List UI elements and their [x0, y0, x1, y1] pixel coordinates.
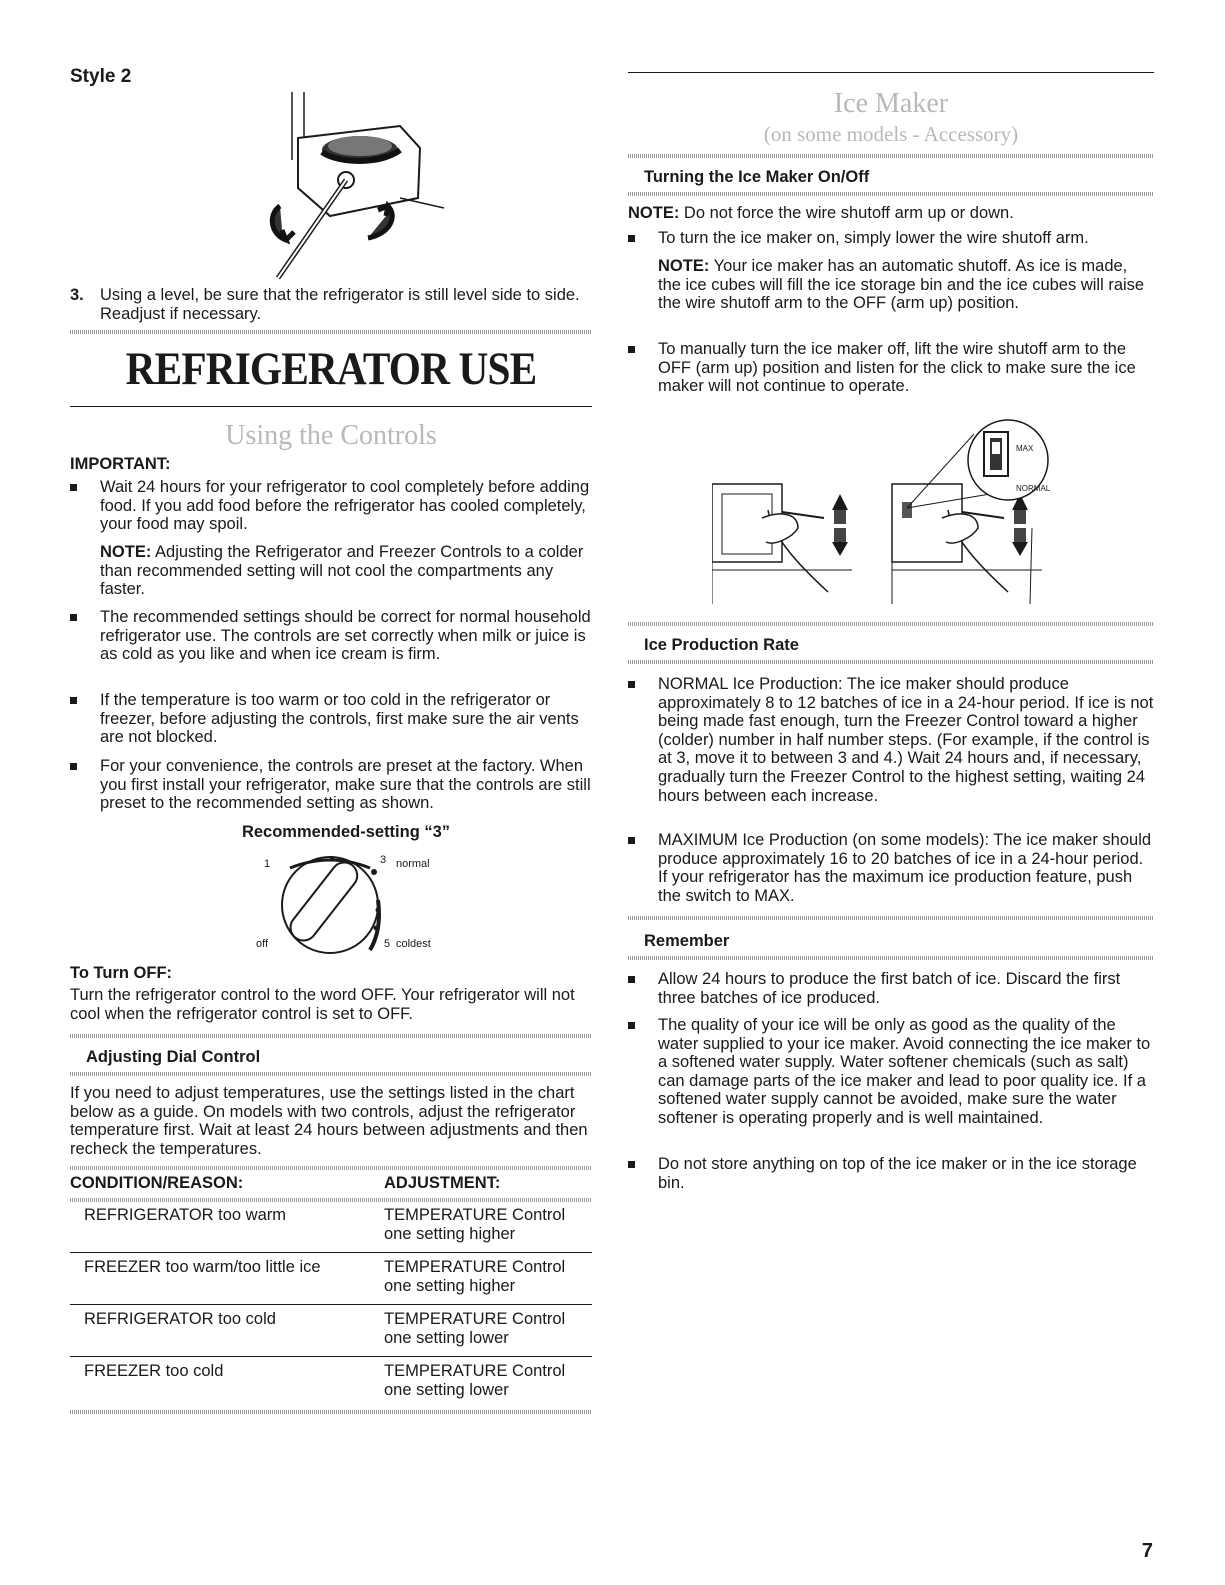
step-number: 3.	[70, 286, 84, 304]
bullet-square	[628, 1022, 635, 1029]
divider	[628, 660, 1154, 664]
note-text: Adjusting the Refrigerator and Freezer Controls to a colder than recommended setting will not cool the compartments any faster.	[100, 543, 584, 599]
table-cell-adjustment-detail: one setting higher	[384, 1277, 516, 1295]
divider	[70, 330, 592, 334]
list-item	[628, 1016, 1154, 1148]
list-item	[70, 478, 592, 538]
divider	[70, 406, 592, 407]
divider	[70, 1198, 592, 1202]
bullet-square	[628, 837, 635, 844]
table-row	[70, 1206, 592, 1252]
bullet-text: Do not store anything on top of the ice maker or in the ice storage bin.	[658, 1155, 1137, 1192]
bullet-text: To turn the ice maker on, simply lower the wire shutoff arm.	[658, 229, 1089, 247]
bullet-square	[70, 763, 77, 770]
note-label: NOTE:	[100, 543, 152, 561]
list-item	[70, 757, 592, 817]
bullet-square	[628, 235, 635, 242]
list-item	[628, 1155, 1154, 1195]
table-cell-condition: REFRIGERATOR too warm	[84, 1206, 287, 1224]
bullet-text: Allow 24 hours to produce the first batch of ice. Discard the first three batches of ice produced.	[658, 970, 1121, 1007]
divider	[70, 1304, 592, 1305]
note-label: NOTE:	[628, 204, 680, 222]
remember-heading: Remember	[644, 932, 730, 950]
list-item	[70, 608, 592, 684]
divider	[70, 1072, 592, 1076]
dial-label-1: 1	[264, 858, 271, 870]
bullet-square	[70, 614, 77, 621]
note-label: NOTE:	[658, 257, 710, 275]
table-cell-adjustment: TEMPERATURE Control	[384, 1206, 566, 1224]
onoff-heading: Turning the Ice Maker On/Off	[644, 168, 870, 186]
divider	[628, 956, 1154, 960]
dial-label-5: 5	[384, 938, 391, 950]
bullet-text: The quality of your ice will be only as good as the quality of the water supplied to your ice maker. Avoid connecting the ice maker to a softened water supply. Water softener chemicals (such as salt) can damage parts of the ice maker and lead to poor quality ice. If a softened water supply cannot be avoided, make sure the water softener is operating properly and is well maintained.	[658, 1016, 1151, 1127]
bullet-square	[628, 681, 635, 688]
bullet-text: To manually turn the ice maker off, lift the wire shutoff arm to the OFF (arm up) position and listen for the click to make sure the ice maker will not continue to operate.	[658, 340, 1136, 396]
table-cell-condition: FREEZER too warm/too little ice	[84, 1258, 321, 1276]
main-title: REFRIGERATOR USE	[125, 343, 537, 395]
leveling-illustration	[250, 88, 450, 288]
table-cell-condition: REFRIGERATOR too cold	[84, 1310, 276, 1328]
bullet-square	[628, 976, 635, 983]
table-cell-adjustment-detail: one setting lower	[384, 1381, 509, 1399]
list-item	[628, 831, 1154, 907]
recommended-setting-label: Recommended-setting “3”	[241, 823, 451, 841]
adjusting-text: If you need to adjust temperatures, use the settings listed in the chart below as a guide. On models with two controls, adjust the refrigerator temperature first. Wait at least 24 hours between adjustments and then recheck the temperatures.	[70, 1084, 588, 1158]
bullet-text: If the temperature is too warm or too cold in the refrigerator or freezer, before adjusting the controls, first make sure the air vents are not blocked.	[100, 691, 579, 747]
divider	[628, 916, 1154, 920]
dial-label-normal: normal	[396, 858, 430, 870]
ice-maker-subtitle: (on some models - Accessory)	[763, 122, 1019, 146]
divider	[628, 192, 1154, 196]
divider	[70, 1410, 592, 1414]
bullet-text: NORMAL Ice Production: The ice maker should produce approximately 8 to 12 batches of ice in a 24-hour period. If ice is not being made fast enough, turn the Freezer Control toward a higher (colder) number in half number steps. (For example, if the control is at 3, move it to between 3 and 4.) Wait 24 hours and, if necessary, gradually turn the Freezer Control to the highest setting, waiting 24 hours between each increase.	[658, 675, 1154, 805]
switch-label-max: MAX	[1016, 444, 1034, 453]
table-cell-adjustment-detail: one setting higher	[384, 1225, 516, 1243]
table-cell-adjustment-detail: one setting lower	[384, 1329, 509, 1347]
table-cell-adjustment: TEMPERATURE Control	[384, 1310, 566, 1328]
dial-illustration	[250, 850, 450, 960]
ice-maker-illustration	[712, 418, 1052, 608]
divider	[70, 1356, 592, 1357]
style-label: Style 2	[70, 66, 132, 87]
bullet-square	[70, 697, 77, 704]
table-cell-adjustment: TEMPERATURE Control	[384, 1362, 566, 1380]
note-block	[658, 257, 1154, 313]
bullet-text: Wait 24 hours for your refrigerator to cool completely before adding food. If you add food before the refrigerator has cooled completely, your food may spoil.	[100, 478, 590, 534]
turn-off-heading: To Turn OFF:	[70, 964, 173, 982]
dial-label-off: off	[256, 938, 269, 950]
note-text: Your ice maker has an automatic shutoff. As ice is made, the ice cubes will fill the ice storage bin and the ice cubes will raise the wire shutoff arm to the OFF (arm up) position.	[658, 257, 1145, 313]
bullet-text: MAXIMUM Ice Production (on some models): The ice maker should produce approximately 16 to 20 batches of ice in a 24-hour period. If your refrigerator has the maximum ice production feature, push the switch to MAX.	[658, 831, 1152, 905]
rate-heading: Ice Production Rate	[644, 636, 799, 654]
important-label: IMPORTANT:	[70, 455, 171, 473]
ice-maker-title: Ice Maker	[833, 88, 949, 119]
adjusting-heading: Adjusting Dial Control	[86, 1048, 261, 1066]
list-item	[628, 675, 1154, 825]
section-title: Using the Controls	[225, 420, 437, 451]
divider	[70, 1252, 592, 1253]
bullet-square	[628, 346, 635, 353]
divider	[628, 154, 1154, 158]
ice-maker-graphic	[712, 418, 1052, 608]
table-header-adjustment: ADJUSTMENT:	[384, 1174, 501, 1192]
bullet-square	[628, 1161, 635, 1168]
bullet-square	[70, 484, 77, 491]
step-text: Using a level, be sure that the refrigerator is still level side to side. Readjust if necessary.	[100, 286, 580, 323]
bullet-text: The recommended settings should be correct for normal household refrigerator use. The controls are set correctly when milk or juice is as cold as you like and when ice cream is firm.	[100, 608, 591, 664]
table-cell-adjustment: TEMPERATURE Control	[384, 1258, 566, 1276]
onoff-note	[628, 204, 1154, 223]
list-item	[628, 229, 1154, 251]
divider	[70, 1034, 592, 1038]
divider	[628, 622, 1154, 626]
divider	[70, 1166, 592, 1170]
table-row	[70, 1258, 592, 1304]
table-cell-condition: FREEZER too cold	[84, 1362, 224, 1380]
table-header-condition: CONDITION/REASON:	[70, 1174, 244, 1192]
list-item	[628, 340, 1154, 400]
page-number: 7	[1141, 1540, 1153, 1562]
list-item	[70, 691, 592, 751]
dial-label-coldest: coldest	[396, 938, 431, 950]
step-3	[70, 286, 592, 326]
divider	[628, 72, 1154, 73]
dial-label-3: 3	[380, 854, 387, 866]
note-text: Do not force the wire shutoff arm up or down.	[679, 204, 1014, 222]
switch-label-normal: NORMAL	[1016, 484, 1051, 493]
note-block	[100, 543, 592, 599]
list-item	[628, 970, 1154, 1010]
adjustment-table	[70, 1166, 592, 1416]
turn-off-text: Turn the refrigerator control to the word OFF. Your refrigerator will not cool when the refrigerator control is set to OFF.	[70, 986, 575, 1023]
bullet-text: For your convenience, the controls are preset at the factory. When you first install your refrigerator, make sure that the controls are still preset to the recommended setting as shown.	[100, 757, 591, 813]
table-row	[70, 1362, 592, 1408]
table-row	[70, 1310, 592, 1356]
